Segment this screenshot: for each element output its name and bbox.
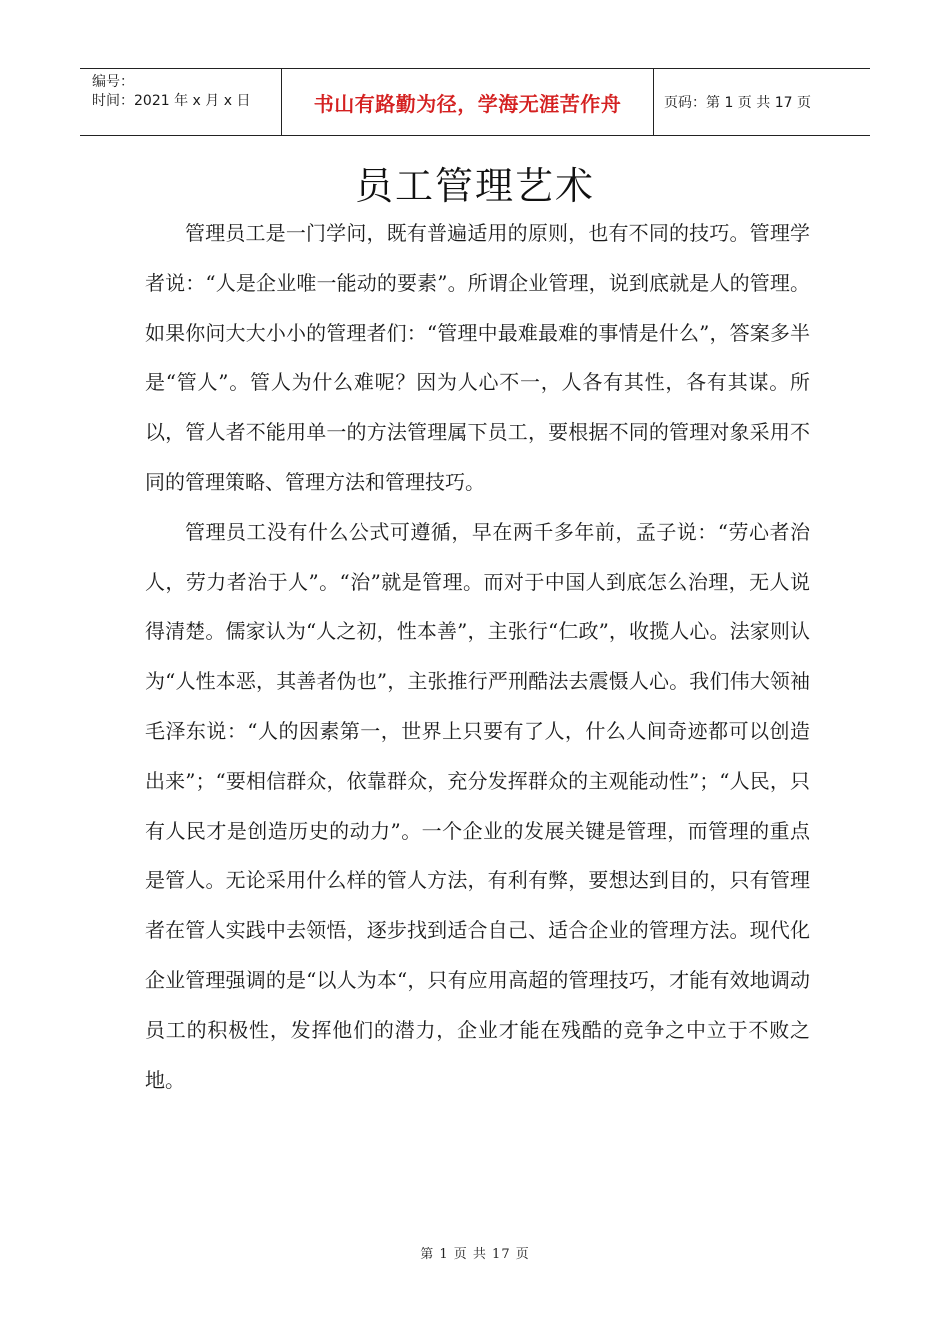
document-body bbox=[145, 209, 810, 1105]
document-title: 员工管理艺术 bbox=[354, 164, 595, 208]
number-label: 编号： bbox=[92, 74, 134, 90]
page-footer: 第 1 页 共 17 页 bbox=[420, 1247, 530, 1262]
paragraph: 管理员工是一门学问，既有普遍适用的原则，也有不同的技巧。管理学者说：“人是企业唯一能动的要素”。所谓企业管理，说到底就是人的管理。如果你问大大小小的管理者们：“管理中最难最难的事情是什么”，答案多半是“管人”。管人为什么难呢？因为人心不一，人各有其性，各有其谋。所以，管人者不能用单一的方法管理属下员工，要根据不同的管理对象采用不同的管理策略、管理方法和管理技巧。 bbox=[145, 221, 810, 494]
paragraph: 管理员工没有什么公式可遵循，早在两千多年前，孟子说：“劳心者治人，劳力者治于人”。“治”就是管理。而对于中国人到底怎么治理，无人说得清楚。儒家认为“人之初，性本善”，主张行“仁政”，收揽人心。法家则认为“人性本恶，其善者伪也”，主张推行严刑酷法去震慑人心。我们伟大领袖毛泽东说：“人的因素第一，世界上只要有了人，什么人间奇迹都可以创造出来”；“要相信群众，依靠群众，充分发挥群众的主观能动性”；“人民，只有人民才是创造历史的动力”。一个企业的发展关键是管理，而管理的重点是管人。无论采用什么样的管人方法，有利有弊，要想达到目的，只有管理者在管人实践中去领悟，逐步找到适合自己、适合企业的管理方法。现代化企业管理强调的是“以人为本“，只有应用高超的管理技巧，才能有效地调动员工的积极性，发挥他们的潜力，企业才能在残酷的竞争之中立于不败之地。 bbox=[145, 519, 810, 1092]
time-label: 时间：2021 年 x 月 x 日 bbox=[92, 93, 251, 109]
header-meta bbox=[80, 69, 282, 135]
document-header bbox=[80, 68, 870, 136]
header-page-info bbox=[654, 69, 870, 135]
page-info-text: 页码：第 1 页 共 17 页 bbox=[664, 95, 811, 111]
motto-text: 书山有路勤为径，学海无涯苦作舟 bbox=[313, 91, 622, 116]
header-motto bbox=[282, 69, 654, 135]
